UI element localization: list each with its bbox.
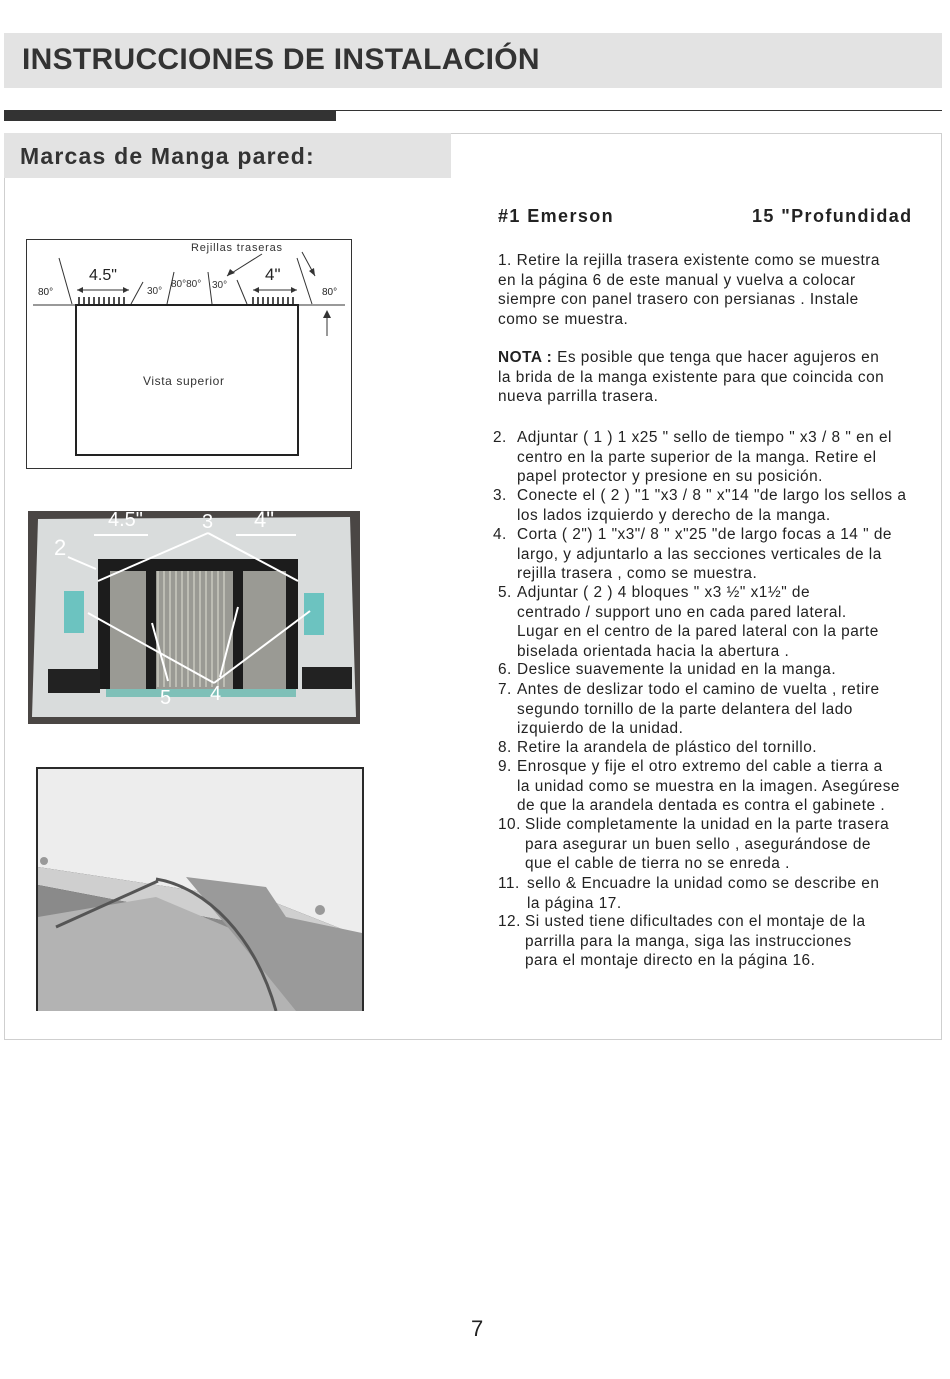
step-1-paragraph: [498, 251, 938, 329]
note-paragraph: [498, 348, 938, 407]
note-label: NOTA :: [498, 349, 553, 366]
model-label: #1 Emerson: [498, 206, 615, 226]
step-line: papel protector y presione en su posición.: [517, 468, 823, 485]
section-title: Marcas de Manga pared:: [20, 143, 315, 169]
ground-cable-drawing: [36, 767, 364, 1011]
top-view-drawing: [27, 240, 351, 468]
step-line: centrado / support uno en cada pared lateral.: [517, 603, 847, 621]
step-number: 3.: [493, 487, 507, 504]
note-line: nueva parrilla trasera.: [498, 388, 659, 405]
step-11: [498, 874, 879, 913]
step-line: Deslice suavemente la unidad en la manga.: [517, 661, 837, 678]
step-line: los lados izquierdo y derecho de la manga.: [517, 506, 831, 524]
step-line: la página 17.: [527, 894, 622, 912]
diagram-dim-right: 4": [265, 265, 281, 284]
step-line: centro en la parte superior de la manga. Retire el: [517, 448, 877, 466]
photo1-num-2: 2: [54, 535, 67, 560]
step-8: [498, 738, 817, 758]
step-line: Enrosque y fije el otro extremo del cable a tierra a: [517, 758, 883, 775]
step-12: [498, 912, 866, 971]
step-number: 9.: [498, 758, 512, 775]
depth-label: 15 "Profundidad: [752, 206, 913, 226]
step-number: 4.: [493, 526, 507, 543]
step-line: Adjuntar ( 1 ) 1 x25 " sello de tiempo " x3 / 8 " en el: [517, 429, 892, 446]
diagram-angle-80-80: 80°80°: [171, 279, 202, 290]
photo1-dim-left: 4.5": [108, 509, 143, 531]
photo1-num-3: 3: [202, 511, 214, 533]
note-line: Es posible que tenga que hacer agujeros en: [552, 349, 880, 366]
step-line: izquierdo de la unidad.: [517, 720, 684, 737]
step-line: de que la arandela dentada es contra el gabinete .: [517, 797, 886, 814]
page-number: 7: [471, 1316, 484, 1341]
step-number: 8.: [498, 739, 512, 756]
step-1-line: en la página 6 de este manual y vuelva a colocar: [498, 271, 856, 289]
step-line: que el cable de tierra no se enreda .: [525, 855, 790, 872]
step-line: Lugar en el centro de la pared lateral con la parte: [517, 623, 879, 640]
step-line: Antes de deslizar todo el camino de vuelta , retire: [517, 681, 880, 698]
sleeve-interior-drawing: [28, 511, 360, 724]
step-line: Retire la arandela de plástico del tornillo.: [517, 739, 818, 756]
step-1-line: como se muestra.: [498, 310, 629, 328]
header-rule-thick: [4, 111, 336, 121]
step-1-line: siempre con panel trasero con persianas . Instale: [498, 291, 859, 308]
diagram-label-top: Rejillas traseras: [191, 242, 283, 254]
step-2: [493, 428, 892, 487]
diagram-angle-left: 80°: [38, 287, 54, 298]
step-line: parrilla para la manga, siga las instrucciones: [525, 932, 852, 950]
top-view-diagram: [26, 239, 352, 469]
step-number: 6.: [498, 661, 512, 678]
step-line: sello & Encuadre la unidad como se describe en: [527, 875, 880, 892]
photo1-dim-right: 4": [254, 507, 275, 532]
step-number: 2.: [493, 429, 507, 446]
step-10: [498, 815, 889, 874]
step-line: segundo tornillo de la parte delantera del lado: [517, 700, 853, 718]
diagram-dim-left: 4.5": [89, 267, 117, 284]
step-5: [498, 583, 879, 661]
ground-cable-photo: [36, 767, 364, 1011]
sleeve-interior-photo: [28, 507, 360, 724]
diagram-angle-30-right: 30°: [212, 280, 228, 291]
step-number: 11.: [498, 875, 520, 892]
step-number: 12.: [498, 913, 521, 930]
step-line: para asegurar un buen sello , asegurándose de: [525, 835, 871, 853]
note-line: la brida de la manga existente para que coincida con: [498, 368, 885, 386]
diagram-angle-right: 80°: [322, 287, 338, 298]
step-9: [498, 757, 900, 816]
step-line: la unidad como se muestra en la imagen. Asegúrese: [517, 777, 900, 795]
step-7: [498, 680, 880, 739]
step-line: para el montaje directo en la página 16.: [525, 952, 816, 969]
step-line: rejilla trasera , como se muestra.: [517, 565, 758, 582]
page-title: INSTRUCCIONES DE INSTALACIÓN: [22, 43, 540, 76]
photo1-num-5: 5: [160, 687, 172, 709]
step-number: 5.: [498, 584, 512, 601]
step-4: [493, 525, 892, 584]
step-line: largo, y adjuntarlo a las secciones verticales de la: [517, 545, 882, 563]
photo1-num-4: 4: [210, 683, 222, 705]
step-line: Conecte el ( 2 ) "1 "x3 / 8 " x"14 "de largo los sellos a: [517, 487, 907, 504]
step-line: Corta ( 2") 1 "x3"/ 8 " x"25 "de largo focas a 14 " de: [517, 526, 892, 543]
step-3: [493, 486, 906, 525]
step-1-line: 1. Retire la rejilla trasera existente como se muestra: [498, 252, 880, 269]
page-header: [4, 33, 942, 88]
section-header: [4, 133, 451, 178]
step-line: Slide completamente la unidad en la parte trasera: [525, 816, 890, 833]
step-line: Adjuntar ( 2 ) 4 bloques " x3 ½" x1½" de: [517, 584, 811, 601]
step-line: biselada orientada hacia la abertura .: [517, 642, 790, 660]
step-number: 7.: [498, 681, 512, 698]
diagram-angle-30-left: 30°: [147, 286, 163, 297]
step-number: 10.: [498, 816, 521, 833]
step-6: [498, 660, 836, 680]
step-line: Si usted tiene dificultades con el montaje de la: [525, 913, 866, 930]
diagram-label-center: Vista superior: [143, 374, 225, 388]
